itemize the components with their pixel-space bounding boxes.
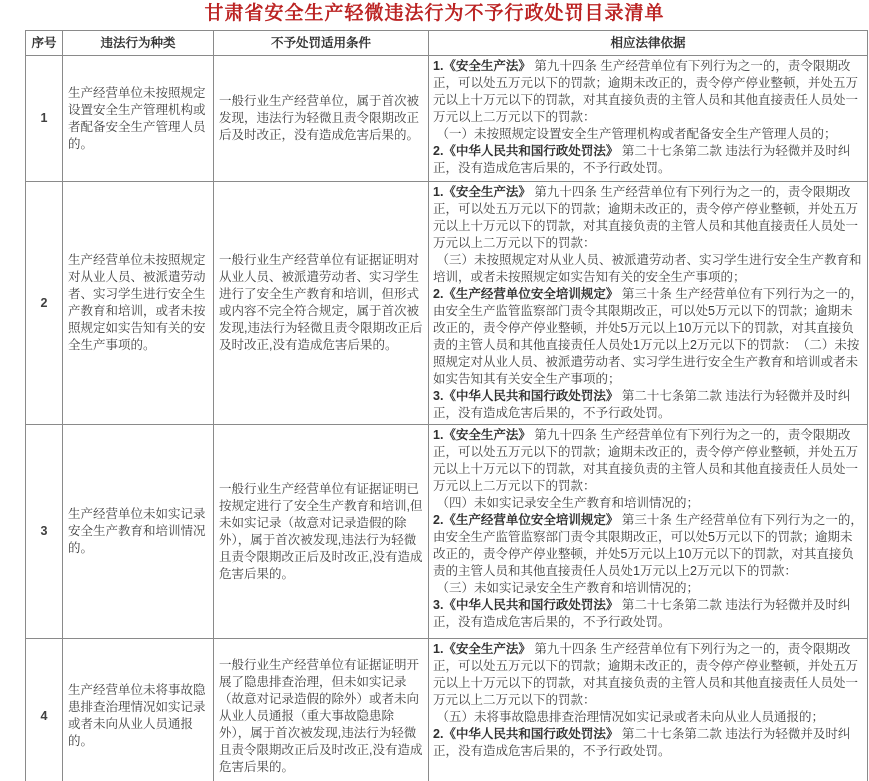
violation-type-cell: 生产经营单位未如实记录安全生产教育和培训情况的。 <box>63 425 214 639</box>
legal-basis-cell <box>429 56 868 182</box>
legal-paragraph: 1.《安全生产法》 第九十四条 生产经营单位有下列行为之一的，责令限期改正，可以处五万元以下的罚款；逾期未改正的，责令停产停业整顿，并处五万元以上十万元以下的罚款，对其直接负责的主管人员和其他直接责任人员处一万元以上二万元以下的罚款： <box>433 59 859 124</box>
condition-cell: 一般行业生产经营单位有证据证明对从业人员、被派遣劳动者、实习学生进行了安全生产教育和培训，但形式或内容不完全符合规定，属于首次被发现,违法行为轻微且责令限期改正后及时改正,没有造成危害后果的。 <box>214 182 429 425</box>
table-row <box>26 639 868 781</box>
col-header-non-punishment-conditions: 不予处罚适用条件 <box>214 31 429 56</box>
legal-basis-cell <box>429 182 868 425</box>
table-row <box>26 182 868 425</box>
legal-paragraph: （四）未如实记录安全生产教育和培训情况的； <box>433 496 699 510</box>
legal-paragraph: 2.《生产经营单位安全培训规定》 第三十条 生产经营单位有下列行为之一的，由安全生产监管监察部门责令其限期改正，可以处5万元以下的罚款；逾期未改正的，责令停产停业整顿，并处5万元以上10万元以下的罚款，对其直接负责的主管人员和其他直接责任人员处1万元以上2万元以下的罚款： <box>433 513 863 578</box>
serial-number-cell: 4 <box>26 639 63 781</box>
table-row <box>26 425 868 639</box>
violation-type-cell: 生产经营单位未按照规定对从业人员、被派遣劳动者、实习学生进行安全生产教育和培训，或者未按照规定如实告知有关的安全生产事项的。 <box>63 182 214 425</box>
serial-number-cell: 1 <box>26 56 63 182</box>
condition-cell: 一般行业生产经营单位有证据证明开展了隐患排查治理，但未如实记录（故意对记录造假的除外）或者未向从业人员通报（重大事故隐患除外），属于首次被发现,违法行为轻微且责令限期改正后及时改正,没有造成危害后果的。 <box>214 639 429 781</box>
legal-paragraph: 2.《生产经营单位安全培训规定》 第三十条 生产经营单位有下列行为之一的，由安全生产监管监察部门责令其限期改正，可以处5万元以下的罚款；逾期未改正的，责令停产停业整顿，并处5万元以上10万元以下的罚款，对其直接负责的主管人员和其他直接责任人员处1万元以上2万元以下的罚款： （二）未按照规定对从业人员、被派遣劳动者、实习学生进行安全生产教育和培训或者未如实告知其有关安全生产事项的； <box>433 287 863 386</box>
table-row <box>26 56 868 182</box>
legal-paragraph: 2.《中华人民共和国行政处罚法》 第二十七条第二款 违法行为轻微并及时纠正，没有造成危害后果的，不予行政处罚。 <box>433 144 851 175</box>
violation-type-cell: 生产经营单位未按照规定设置安全生产管理机构或者配备安全生产管理人员的。 <box>63 56 214 182</box>
legal-basis-cell <box>429 639 868 781</box>
legal-paragraph: 1.《安全生产法》 第九十四条 生产经营单位有下列行为之一的，责令限期改正，可以处五万元以下的罚款；逾期未改正的，责令停产停业整顿，并处五万元以上十万元以下的罚款，对其直接负责的主管人员和其他直接责任人员处一万元以上二万元以下的罚款： <box>433 185 859 250</box>
legal-paragraph: （三）未按照规定对从业人员、被派遣劳动者、实习学生进行安全生产教育和培训，或者未按照规定如实告知有关的安全生产事项的； <box>433 253 862 284</box>
legal-paragraph: 3.《中华人民共和国行政处罚法》 第二十七条第二款 违法行为轻微并及时纠正，没有造成危害后果的，不予行政处罚。 <box>433 389 851 420</box>
table-body <box>26 56 868 781</box>
violation-type-cell: 生产经营单位未将事故隐患排查治理情况如实记录或者未向从业人员通报的。 <box>63 639 214 781</box>
header-row <box>26 31 868 56</box>
condition-cell: 一般行业生产经营单位，属于首次被发现，违法行为轻微且责令限期改正后及时改正，没有造成危害后果的。 <box>214 56 429 182</box>
col-header-serial-number: 序号 <box>26 31 63 56</box>
catalog-table <box>25 30 868 781</box>
legal-paragraph: 2.《中华人民共和国行政处罚法》 第二十七条第二款 违法行为轻微并及时纠正，没有造成危害后果的，不予行政处罚。 <box>433 727 851 758</box>
legal-paragraph: 1.《安全生产法》 第九十四条 生产经营单位有下列行为之一的，责令限期改正，可以处五万元以下的罚款；逾期未改正的，责令停产停业整顿，并处五万元以上十万元以下的罚款，对其直接负责的主管人员和其他直接责任人员处一万元以上二万元以下的罚款： <box>433 642 859 707</box>
serial-number-cell: 3 <box>26 425 63 639</box>
legal-paragraph: （五）未将事故隐患排查治理情况如实记录或者未向从业人员通报的； <box>433 710 824 724</box>
col-header-violation-type: 违法行为种类 <box>63 31 214 56</box>
legal-basis-cell <box>429 425 868 639</box>
page-title: 甘肃省安全生产轻微违法行为不予行政处罚目录清单 <box>204 3 665 24</box>
serial-number-cell: 2 <box>26 182 63 425</box>
legal-paragraph: （三）未如实记录安全生产教育和培训情况的； <box>433 581 699 595</box>
condition-cell: 一般行业生产经营单位有证据证明已按规定进行了安全生产教育和培训,但未如实记录（故意对记录造假的除外），属于首次被发现,违法行为轻微且责令限期改正后及时改正,没有造成危害后果的。 <box>214 425 429 639</box>
col-header-legal-basis: 相应法律依据 <box>429 31 868 56</box>
legal-paragraph: 1.《安全生产法》 第九十四条 生产经营单位有下列行为之一的，责令限期改正，可以处五万元以下的罚款；逾期未改正的，责令停产停业整顿，并处五万元以上十万元以下的罚款，对其直接负责的主管人员和其他直接责任人员处一万元以上二万元以下的罚款： <box>433 428 859 493</box>
legal-paragraph: （一）未按照规定设置安全生产管理机构或者配备安全生产管理人员的； <box>433 127 837 141</box>
legal-paragraph: 3.《中华人民共和国行政处罚法》 第二十七条第二款 违法行为轻微并及时纠正，没有造成危害后果的，不予行政处罚。 <box>433 598 851 629</box>
